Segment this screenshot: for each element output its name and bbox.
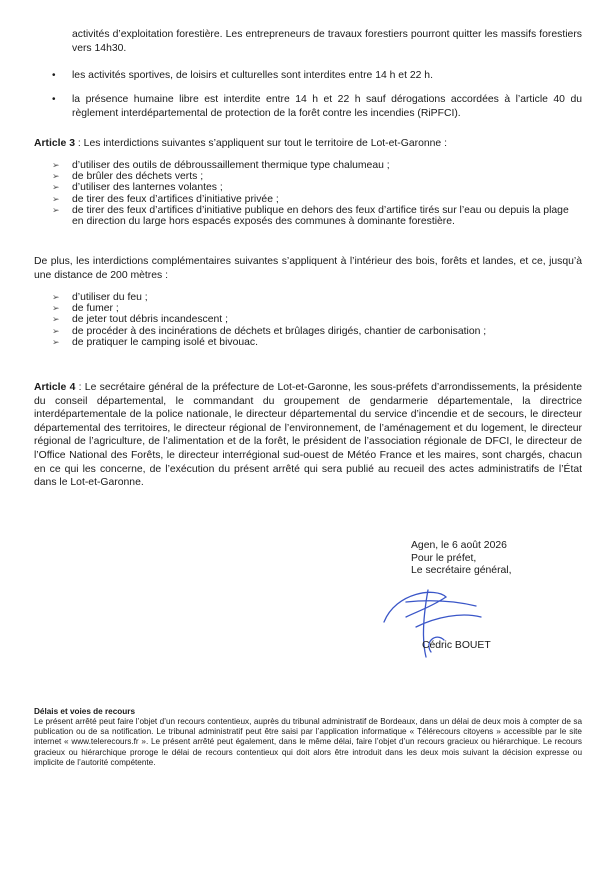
arrow-bullet-icon: ➢ [52,303,60,314]
bullet-icon: • [52,94,56,105]
article-3-complement: De plus, les interdictions complémentaires suivantes s’appliquent à l’intérieur des bois, forêts et landes, et ce, jusqu’à une distance de 200 mètres : [34,256,582,281]
signatory-name: Cédric BOUET [422,640,491,651]
article-3-label: Article 3 [34,138,76,149]
arrow-bullet-icon: ➢ [52,171,60,182]
list-item-text: d’utiliser du feu ; [72,292,148,303]
article-3-list-2 [52,292,582,348]
list-item-text: de jeter tout débris incandescent ; [72,314,228,326]
for-prefect: Pour le préfet, [411,552,477,564]
article-3-intro: : Les interdictions suivantes s’appliquent sur tout le territoire de Lot-et-Garonne : [75,138,447,149]
bullet-text: la présence humaine libre est interdite entre 14 h et 22 h sauf dérogations accordées à l’article 40 du règlement interdépartemental de protection de la forêt contre les incendies (RiPFCI). [72,94,582,119]
list-item [52,160,582,171]
list-item-text: de brûler des déchets verts ; [72,171,204,183]
bullet-text: les activités sportives, de loisirs et culturelles sont interdites entre 14 h et 22 h. [72,70,433,81]
arrow-bullet-icon: ➢ [52,325,60,336]
article-3-heading [34,137,582,151]
list-item [52,194,582,205]
list-item [52,337,582,348]
list-item [52,314,582,325]
arrow-bullet-icon: ➢ [52,182,60,193]
article-4-paragraph [34,381,582,490]
list-item [52,326,582,337]
list-item [52,205,582,227]
arrow-bullet-icon: ➢ [52,193,60,204]
article-3-list [52,160,582,227]
signatory-role: Le secrétaire général, [411,565,512,577]
article-4-text: : Le secrétaire général de la préfecture de Lot-et-Garonne, les sous-préfets d’arrondissements, la présidente du conseil départemental, le commandant du groupement de gendarmerie départementale, la directrice interdépartementale de la police nationale, le directeur départemental du service d’incendie et de secours, le directeur départemental des territoires, le directeur régional de l’environnement, de l’aménagement et du logement, le directeur régional de l’agriculture, de l’alimentation et de la forêt, le président de l’association régionale de DFCI, le directeur de l’Office National des Forêts, le directeur interrégional sud-ouest de Météo France et les maires, sont chargés, chacun en ce qui les concerne, de l’exécution du présent arrêté qui sera publié au recueil des actes administratifs de l’État dans le Lot-et-Garonne. [34,382,582,489]
intro-continuation: activités d’exploitation forestière. Les entrepreneurs de travaux forestiers pourront quitter les massifs forestiers vers 14h30. [72,29,582,54]
list-item [52,303,582,314]
list-item-text: d’utiliser des outils de débroussaillement thermique type chalumeau ; [72,160,390,171]
list-item-text: de pratiquer le camping isolé et bivouac. [72,336,258,348]
arrow-bullet-icon: ➢ [52,336,60,347]
bullet-icon: • [52,70,56,81]
arrow-bullet-icon: ➢ [52,314,60,325]
article-4-label: Article 4 [34,382,76,393]
list-item-text: de fumer ; [72,303,119,315]
arrow-bullet-icon: ➢ [52,292,60,302]
arrow-bullet-icon: ➢ [52,204,60,215]
arrow-bullet-icon: ➢ [52,160,60,170]
list-item [52,171,582,182]
list-item-text: de tirer des feux d’artifices d’initiative privée ; [72,193,279,205]
place-date: Agen, le 6 août 2026 [411,540,507,551]
recours-title: Délais et voies de recours [34,707,136,716]
signature-block [411,540,601,578]
recours-text: Le présent arrêté peut faire l’objet d’un recours contentieux, auprès du tribunal administratif de Bordeaux, dans un délai de deux mois à compter de sa publication ou de sa notification. Le tribunal administratif peut être saisi par l’application informatique « Télérecours citoyens » accessible par le site internet « www.telerecours.fr ». Le présent arrêté peut également, dans le même délai, faire l’objet d’un recours gracieux ou hiérarchique. Le recours gracieux ou hiérarchique proroge le délai de recours contentieux qui doit alors être introduit dans les deux mois suivant la décision expresse ou implicite de l’autorité compétente. [34,717,582,767]
list-item [52,292,582,303]
list-item-text: d’utiliser des lanternes volantes ; [72,182,223,194]
list-item-text: de tirer des feux d’artifices d’initiative publique en dehors des feux d’artifice tirés sur l’eau ou depuis la plage en direction du large hors espacés exposés des communes à dominante forestière. [72,204,569,228]
list-item-text: de procéder à des incinérations de déchets et brûlages dirigés, chantier de carbonisation ; [72,325,487,337]
list-item [52,182,582,193]
